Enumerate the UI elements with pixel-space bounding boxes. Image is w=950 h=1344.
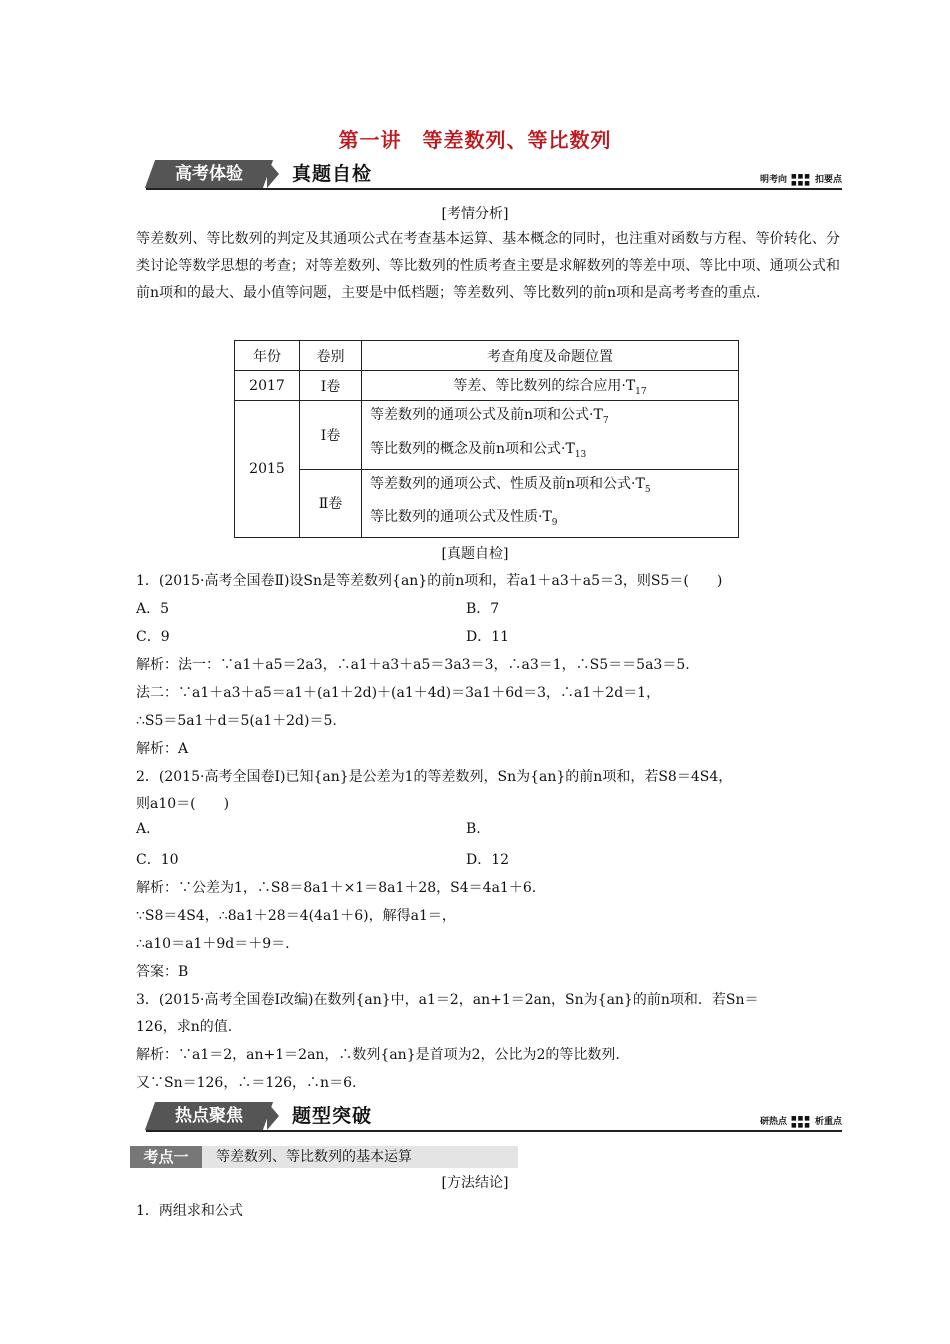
kaodian-title: 等差数列、等比数列的基本运算 [216, 1149, 412, 1165]
banner-subtitle: 真题自检 [292, 163, 373, 185]
analysis-paragraph: 等差数列、等比数列的判定及其通项公式在考查基本运算、基本概念的同时，也注重对函数与方程、等价转化、分类讨论等数学思想的考查；对等差数列、等比数列的性质考查主要是求解数列的等差中项、等比中项、通项公式和前n项和的最大、最小值等问题，主要是中低档题；等差数列、等比数列的前n项和是高考考查的重点. [136, 231, 840, 301]
exam-table [234, 340, 739, 538]
kaodian-label: 考点一 [130, 1146, 202, 1168]
item-1: 1．两组求和公式 [136, 1203, 243, 1219]
table-row [235, 401, 739, 470]
arrow-icon [267, 160, 279, 188]
q1-answer: 解析：A [136, 741, 189, 757]
cell-paper: Ⅰ卷 [300, 371, 362, 401]
q3-solution-1: 解析：∵a1＝2，an+1＝2an，∴数列{an}是首项为2，公比为2的等比数列. [136, 1047, 620, 1063]
cell-topic: 等差数列的通项公式、性质及前n项和公式$\cdot T_5$ 等比数列的通项公式及性质$\cdot T_9$ [362, 469, 739, 538]
q1-solution-1: 解析：法一：∵a1＋a5＝2a3，∴a1＋a3＋a5＝3a3＝3，∴a3＝1，∴S5＝＝5a3＝5. [136, 657, 690, 673]
th-year: 年份 [235, 341, 300, 371]
th-topic: 考查角度及命题位置 [362, 341, 739, 371]
cell-year: 2017 [235, 371, 300, 401]
q2-option-b: B. [466, 821, 481, 837]
th-paper: 卷别 [300, 341, 362, 371]
dots-icon: ■■■ ■■■ [790, 1114, 811, 1129]
q2-stem-2: 则a10＝( ) [136, 796, 230, 812]
q3-solution-2: 又∵Sn＝126，∴＝126，∴n＝6. [136, 1075, 357, 1091]
table-row [235, 469, 739, 538]
banner-rule [146, 188, 842, 190]
section-banner-2 [146, 1102, 842, 1134]
arrow-icon [267, 1102, 279, 1130]
q3-stem-1: 3．(2015·高考全国卷Ⅰ改编)在数列{an}中，a1＝2，an+1＝2an，Sn为{an}的前n项和．若Sn＝ [136, 992, 759, 1008]
banner-right-label: 明考向 ■■■ ■■■ 扣要点 [759, 172, 842, 187]
banner-right-label: 研热点 ■■■ ■■■ 析重点 [759, 1114, 842, 1129]
q1-option-a: A．5 [136, 601, 170, 617]
q2-option-d: D．12 [466, 852, 510, 868]
selftest-heading: [真题自检] [441, 546, 509, 562]
table-header-row [235, 341, 739, 371]
cell-year: 2015 [235, 401, 300, 538]
q2-solution-2: ∵S8＝4S4，∴8a1＋28＝4(4a1＋6)，解得a1＝， [136, 908, 456, 924]
analysis-heading: [考情分析] [441, 206, 509, 222]
banner-rule [146, 1130, 842, 1132]
q2-answer: 答案：B [136, 964, 189, 980]
section-banner-1 [146, 160, 842, 192]
banner-subtitle: 题型突破 [292, 1105, 373, 1127]
q2-solution-3: ∴a10＝a1＋9d＝＋9＝. [136, 936, 290, 952]
cell-topic: 等差数列的通项公式及前n项和公式$\cdot T_7$ 等比数列的概念及前n项和公式$\cdot T_{13}$ [362, 401, 739, 470]
banner-tag: 热点聚焦 [145, 1102, 273, 1130]
method-heading: [方法结论] [441, 1175, 509, 1191]
dots-icon: ■■■ ■■■ [790, 172, 811, 187]
q3-stem-2: 126，求n的值. [136, 1019, 233, 1035]
kaodian-bar [130, 1146, 518, 1168]
q2-option-c: C．10 [136, 852, 179, 868]
cell-paper: Ⅱ卷 [300, 469, 362, 538]
q1-solution-3: ∴S5＝5a1＋d＝5(a1＋2d)＝5. [136, 713, 337, 729]
cell-topic: 等差、等比数列的综合应用$\cdot T_{17}$ [362, 371, 739, 401]
q1-stem: 1．(2015·高考全国卷Ⅱ)设Sn是等差数列{an}的前n项和，若a1＋a3＋a5＝3，则S5＝( ) [136, 573, 723, 589]
q2-solution-1: 解析：∵公差为1，∴S8＝8a1＋×1＝8a1＋28，S4＝4a1＋6. [136, 880, 537, 896]
q2-stem-1: 2．(2015·高考全国卷Ⅰ)已知{an}是公差为1的等差数列，Sn为{an}的前n项和，若S8＝4S4， [136, 769, 733, 785]
table-row [235, 371, 739, 401]
cell-paper: Ⅰ卷 [300, 401, 362, 470]
q1-option-c: C．9 [136, 629, 170, 645]
q1-option-d: D．11 [466, 629, 510, 645]
page-title: 第一讲 等差数列、等比数列 [338, 128, 612, 152]
banner-tag: 高考体验 [145, 160, 273, 188]
q2-option-a: A. [136, 821, 151, 837]
q1-solution-2: 法二：∵a1＋a3＋a5＝a1＋(a1＋2d)＋(a1＋4d)＝3a1＋6d＝3，∴a1＋2d＝1， [136, 685, 661, 701]
q1-option-b: B．7 [466, 601, 500, 617]
